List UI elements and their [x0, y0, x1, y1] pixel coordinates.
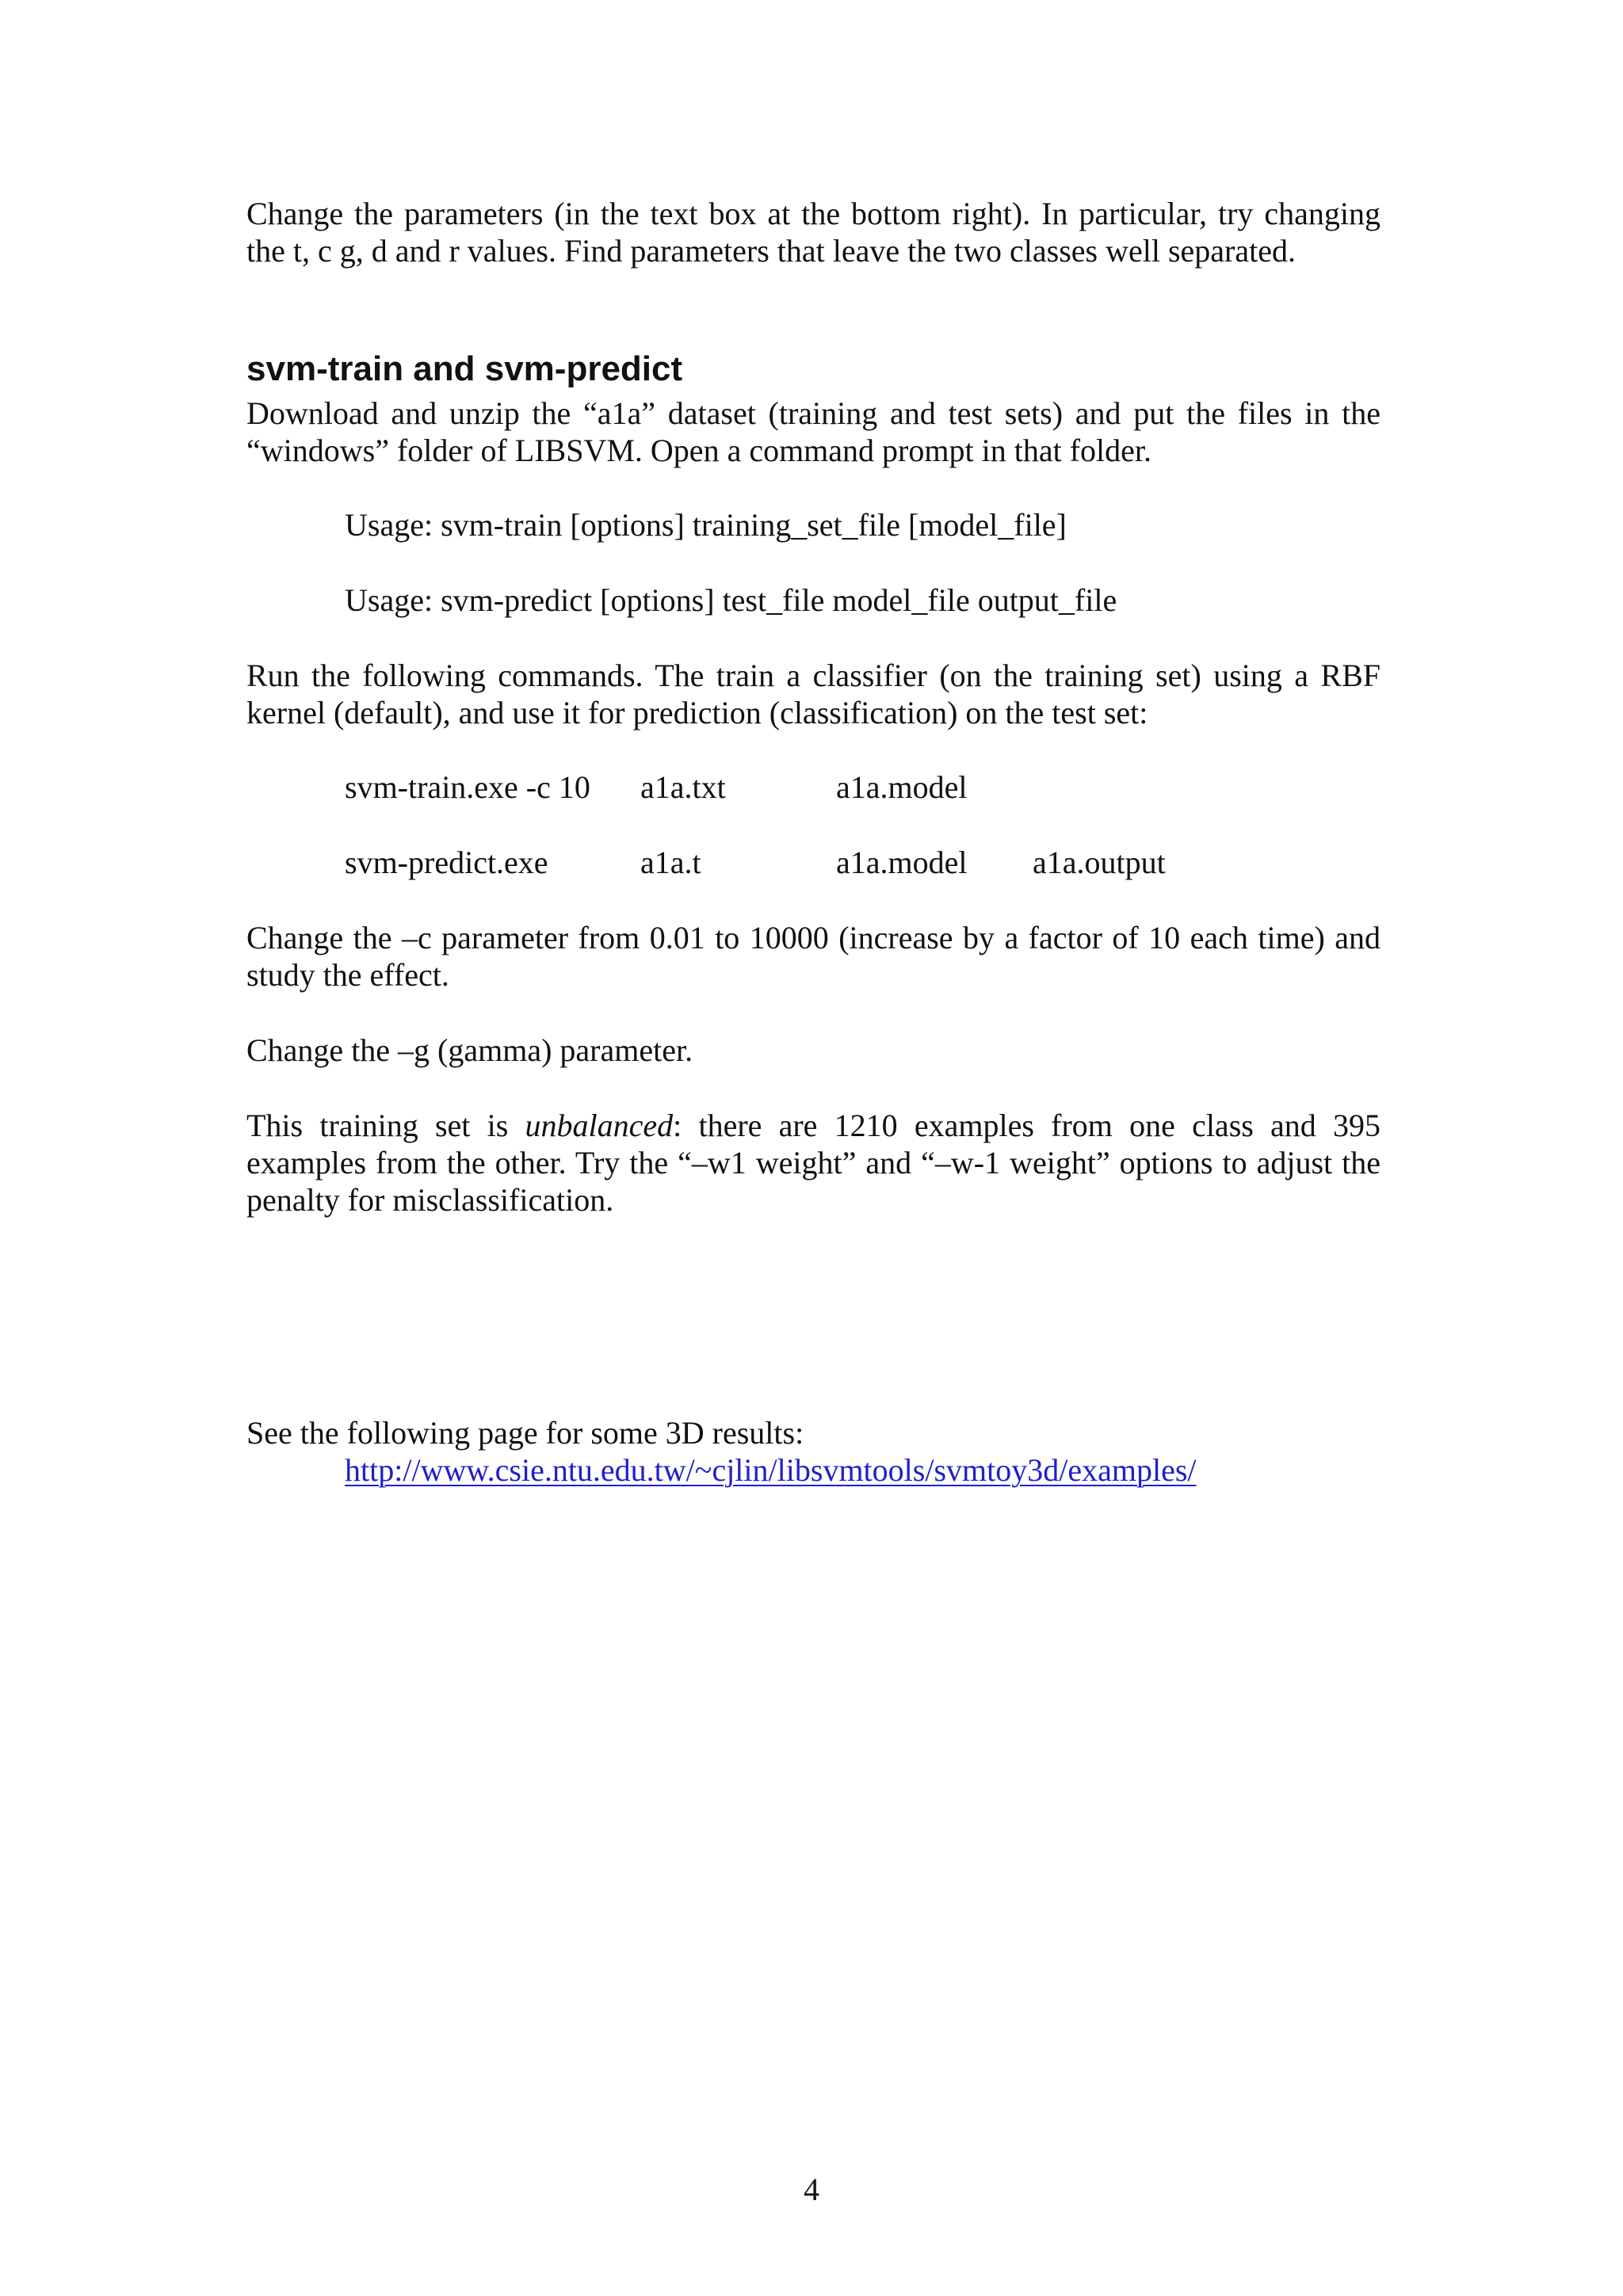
unbalanced-paragraph	[246, 1107, 1381, 1219]
results-link[interactable]: http://www.csie.ntu.edu.tw/~cjlin/libsvmtools/svmtoy3d/examples/	[345, 1452, 1197, 1488]
change-g-paragraph: Change the –g (gamma) parameter.	[246, 1032, 693, 1068]
command-program: svm-train.exe -c 10	[345, 769, 590, 805]
command-arg: a1a.output	[1033, 845, 1166, 880]
intro-paragraph: Change the parameters (in the text box at the bottom right). In particular, try changing the t, c g, d and r values. Find parameters that leave the two classes well separated.	[246, 196, 1381, 269]
change-c-paragraph: Change the –c parameter from 0.01 to 10000 (increase by a factor of 10 each time) and study the effect.	[246, 920, 1381, 993]
train-command-row	[246, 769, 1381, 806]
command-arg: a1a.t	[640, 845, 701, 880]
see-results-paragraph: See the following page for some 3D results:	[246, 1415, 804, 1451]
section-heading: svm-train and svm-predict	[246, 349, 683, 388]
run-commands-paragraph: Run the following commands. The train a classifier (on the training set) using a RBF kernel (default), and use it for prediction (classification) on the test set:	[246, 658, 1381, 730]
page-content	[246, 195, 1381, 1489]
link-line	[246, 1451, 1381, 1489]
command-arg: a1a.txt	[640, 769, 726, 805]
usage-predict-line: Usage: svm-predict [options] test_file model_file output_file	[345, 582, 1117, 618]
usage-train-line: Usage: svm-train [options] training_set_file [model_file]	[345, 507, 1067, 543]
command-arg: a1a.model	[836, 769, 968, 805]
unbalanced-emphasis: unbalanced	[525, 1108, 674, 1143]
download-paragraph: Download and unzip the “a1a” dataset (training and test sets) and put the files in the “windows” folder of LIBSVM. Open a command prompt in that folder.	[246, 395, 1381, 468]
command-arg: a1a.model	[836, 845, 968, 880]
page-number: 4	[804, 2172, 819, 2207]
predict-command-row	[246, 844, 1381, 881]
unbalanced-text-before: This training set is	[246, 1108, 525, 1143]
unbalanced-text-after: : there are 1210 examples from one class and 395 examples from the other. Try the “–w1 weight” and “–w-1 weight” options to adjust the penalty for misclassification.	[246, 1108, 1381, 1218]
command-program: svm-predict.exe	[345, 845, 548, 880]
